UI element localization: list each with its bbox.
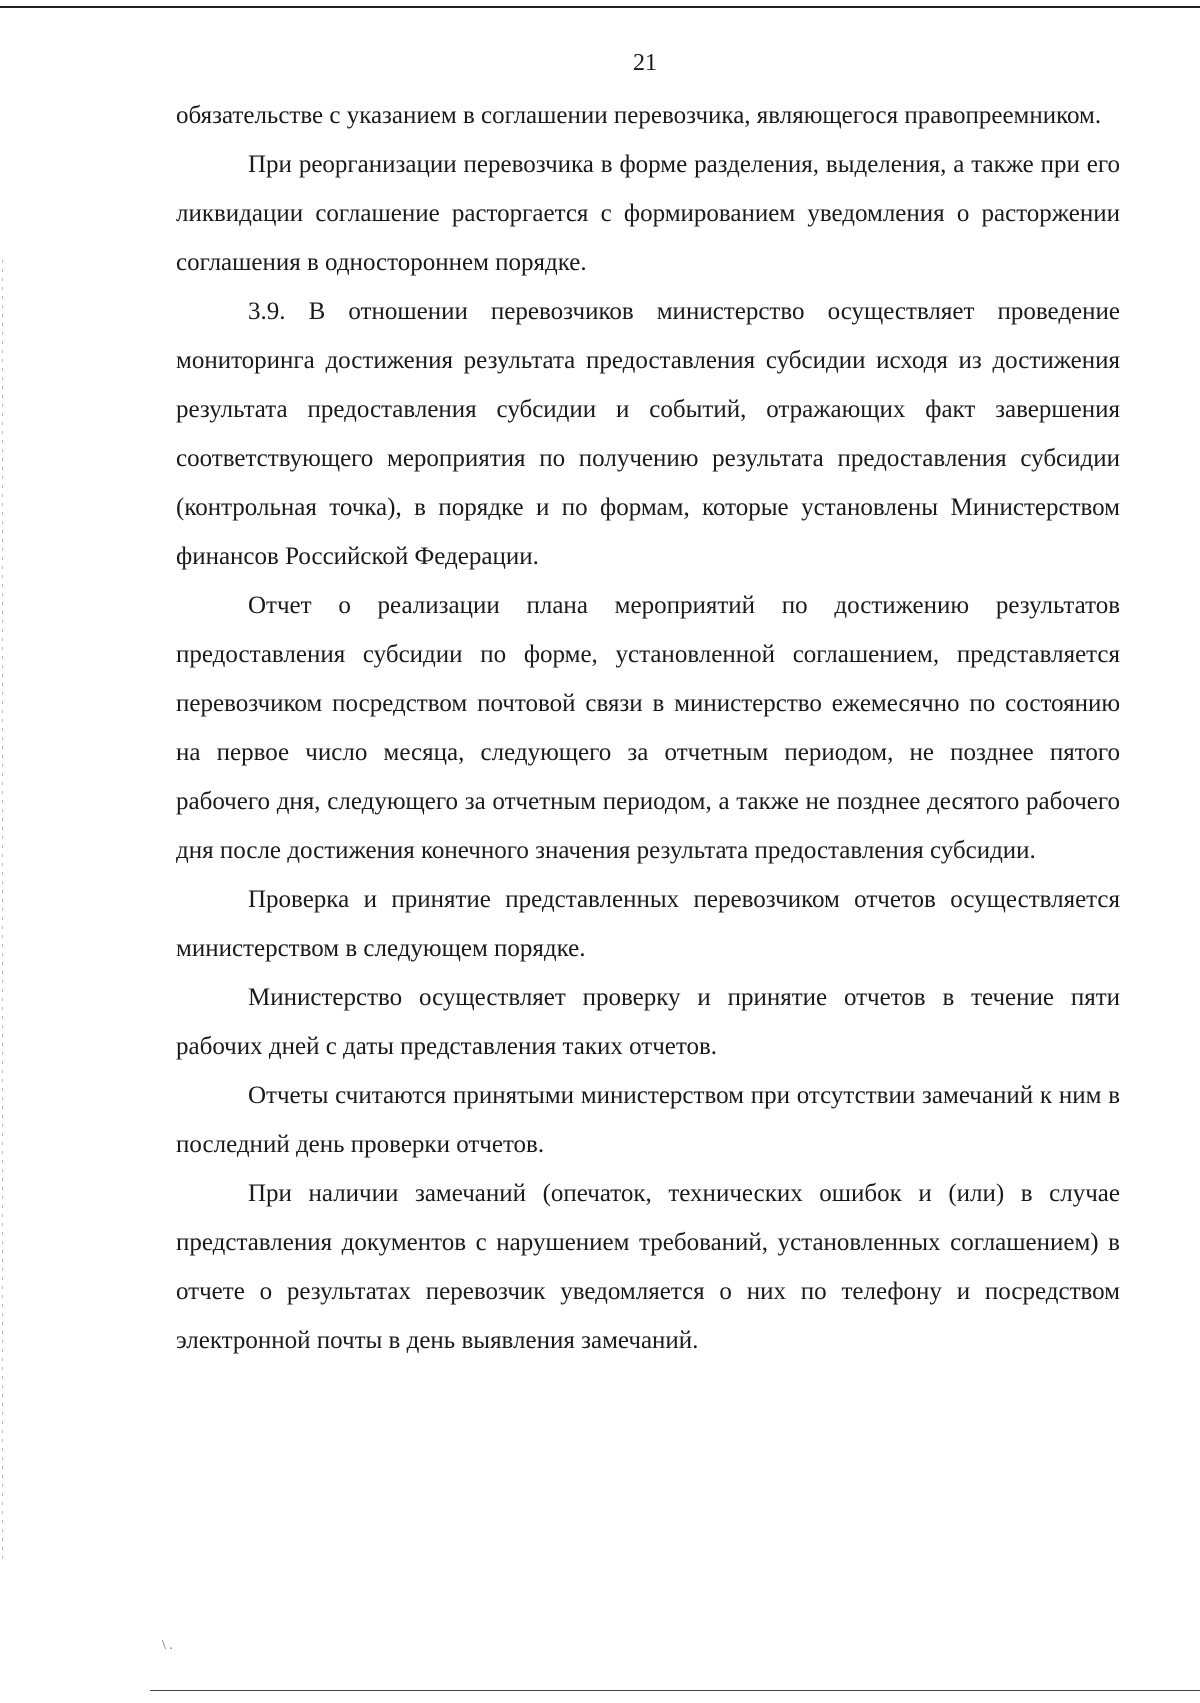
- paragraph-reorganization: При реорганизации перевозчика в форме разделения, выделения, а также при его ликвидации соглашение расторгается с формированием уведомления о расторжении соглашения в одностороннем порядке.: [176, 151, 1120, 276]
- paragraph-remarks: При наличии замечаний (опечаток, технических ошибок и (или) в случае представления документов с нарушением требований, установленных соглашением) в отчете о результатах перевозчик уведомляется о них по телефону и посредством электронной почты в день выявления замечаний.: [176, 1180, 1120, 1354]
- paragraph-continuation: обязательстве с указанием в соглашении перевозчика, являющегося правопреемником.: [176, 102, 1102, 129]
- scan-artifact-mark: \ .: [162, 1638, 173, 1653]
- paragraph-ministry-check: Министерство осуществляет проверку и принятие отчетов в течение пяти рабочих дней с даты представления таких отчетов.: [176, 984, 1120, 1060]
- scan-bottom-border: [150, 1690, 1200, 1691]
- document-body: [176, 91, 1120, 1365]
- paragraph-section-3-9: 3.9. В отношении перевозчиков министерство осуществляет проведение мониторинга достижения результата предоставления субсидии исходя из достижения результата предоставления субсидии и событий, отражающих факт завершения соответствующего мероприятия по получению результата предоставления субсидии (контрольная точка), в порядке и по формам, которые установлены Министерством финансов Российской Федерации.: [176, 298, 1120, 570]
- page-number: 21: [633, 50, 657, 76]
- scan-left-edge: [2, 260, 3, 1560]
- paragraph-acceptance: Отчеты считаются принятыми министерством при отсутствии замечаний к ним в последний день проверки отчетов.: [176, 1082, 1120, 1158]
- scan-top-border: [0, 6, 1200, 8]
- paragraph-verification: Проверка и принятие представленных перевозчиком отчетов осуществляется министерством в следующем порядке.: [176, 886, 1120, 962]
- paragraph-report: Отчет о реализации плана мероприятий по достижению результатов предоставления субсидии по форме, установленной соглашением, представляется перевозчиком посредством почтовой связи в министерство ежемесячно по состоянию на первое число месяца, следующего за отчетным периодом, не позднее пятого рабочего дня, следующего за отчетным периодом, а также не позднее десятого рабочего дня после достижения конечного значения результата предоставления субсидии.: [176, 592, 1120, 864]
